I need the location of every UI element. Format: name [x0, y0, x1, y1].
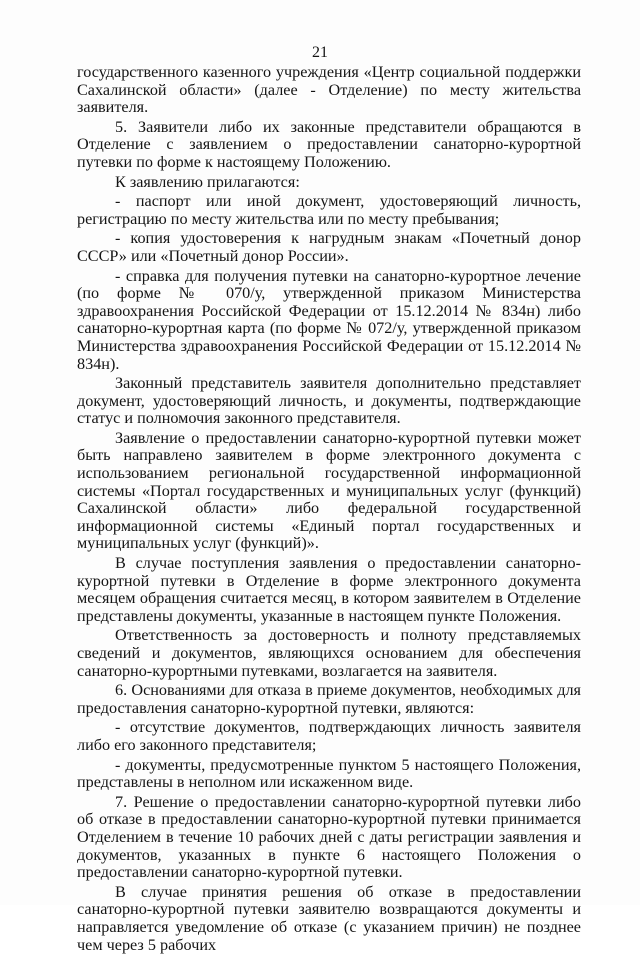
page-number: 21 — [312, 44, 328, 61]
paragraph-13: - документы, предусмотренные пунктом 5 настоящего Положения, представлены в неполном или искаженном виде. — [77, 755, 581, 792]
paragraph-11: 6. Основаниями для отказа в приеме документов, необходимых для предоставления санаторно-курортной путевки, являются: — [77, 681, 581, 717]
paragraph-6: - справка для получения путевки на санаторно-курортное лечение (по форме № 070/у, утвержденной приказом Министерства здравоохранения Российской Федерации от 15.12.2014 № 834н) либо санаторно-курортная карта (по форме № 072/у, утвержденной приказом Министерства здравоохранения Российской Федерации от 15.12.2014 № 834н). — [77, 266, 581, 373]
paragraph-9: В случае поступления заявления о предоставлении санаторно-курортной путевки в Отделение в форме электронного документа месяцем обращения считается месяц, в котором заявителем в Отделение представлены документы, указанные в настоящем пункте Положения. — [77, 554, 581, 625]
paragraph-14: 7. Решение о предоставлении санаторно-курортной путевки либо об отказе в предоставлении санаторно-курортной путевки принимается Отделением в течение 10 рабочих дней с даты регистрации заявления и документов, указанных в пункте 6 настоящего Положения о предоставлении санаторно-курортной путевки. — [77, 792, 581, 882]
paragraph-4: - паспорт или иной документ, удостоверяющий личность, регистрацию по месту жительства или по месту пребывания; — [77, 192, 581, 228]
paragraph-3: К заявлению прилагаются: — [115, 172, 300, 191]
paragraph-5: - копия удостоверения к нагрудным знакам «Почетный донор СССР» или «Почетный донор России». — [77, 229, 581, 265]
paragraph-10: Ответственность за достоверность и полноту представляемых сведений и документов, являющихся основанием для обеспечения санаторно-курортными путевками, возлагается на заявителя. — [77, 626, 581, 680]
paragraph-2: 5. Заявители либо их законные представители обращаются в Отделение с заявлением о предоставлении санаторно-курортной путевки по форме к настоящему Положению. — [77, 117, 581, 171]
paragraph-8: Заявление о предоставлении санаторно-курортной путевки может быть направлено заявителем в форме электронного документа с использованием региональной государственной информационной системы «Портал государственных и муниципальных услуг (функций) Сахалинской области» либо федеральной государственной информационной системы «Единый портал государственных и муниципальных услуг (функций)». — [77, 428, 581, 553]
paragraph-1: государственного казенного учреждения «Центр социальной поддержки Сахалинской области» (далее - Отделение) по месту жительства заявителя. — [77, 63, 581, 117]
document-body — [77, 64, 581, 954]
paragraph-15: В случае принятия решения об отказе в предоставлении санаторно-курортной путевки заявителю возвращаются документы и направляется уведомление об отказе (с указанием причин) не позднее чем через 5 рабочих — [77, 882, 581, 954]
paragraph-12: - отсутствие документов, подтверждающих личность заявителя либо его законного представителя; — [77, 718, 581, 754]
paragraph-7: Законный представитель заявителя дополнительно представляет документ, удостоверяющий личность, и документы, подтверждающие статус и полномочия законного представителя. — [77, 374, 581, 428]
